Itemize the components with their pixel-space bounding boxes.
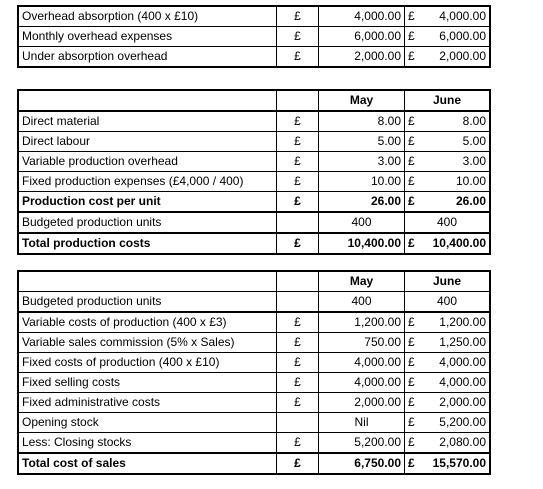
may-value: 3.00 (319, 152, 405, 172)
june-cell (405, 152, 490, 172)
currency-symbol: £ (277, 373, 319, 393)
may-value: 4,000.00 (319, 353, 405, 373)
currency-symbol (277, 413, 319, 433)
currency-symbol: £ (408, 355, 415, 369)
currency-symbol: £ (277, 132, 319, 152)
row-label: Under absorption overhead (19, 47, 277, 67)
row-label: Fixed selling costs (19, 373, 277, 393)
june-value: 6,000.00 (439, 29, 486, 43)
currency-symbol: £ (408, 114, 415, 128)
table-row (19, 192, 490, 213)
row-label: Budgeted production units (19, 212, 277, 233)
currency-symbol: £ (277, 7, 319, 27)
currency-symbol: £ (408, 194, 415, 208)
currency-symbol: £ (277, 453, 319, 474)
row-label: Fixed administrative costs (19, 393, 277, 413)
blank-cell (277, 272, 319, 292)
june-value: 4,000.00 (439, 9, 486, 23)
june-value: 400 (405, 292, 490, 313)
table-row (19, 7, 490, 27)
table-row (19, 393, 490, 413)
june-cell (405, 27, 490, 47)
june-cell (405, 453, 490, 474)
table-row (19, 27, 490, 47)
june-cell (405, 433, 490, 454)
row-label: Opening stock (19, 413, 277, 433)
june-value: 1,250.00 (439, 335, 486, 349)
table-row (19, 292, 490, 313)
table-row (19, 132, 490, 152)
june-header: June (405, 91, 490, 112)
row-label: Direct material (19, 111, 277, 132)
table-row (19, 413, 490, 433)
june-value: 1,200.00 (439, 315, 486, 329)
header-row (19, 91, 490, 112)
header-row (19, 272, 490, 292)
currency-symbol: £ (408, 134, 415, 148)
may-value: 4,000.00 (319, 7, 405, 27)
june-cell (405, 47, 490, 67)
table-row (19, 453, 490, 474)
blank-cell (19, 272, 277, 292)
june-value: 10,400.00 (432, 236, 486, 250)
may-value: 26.00 (319, 192, 405, 213)
june-cell (405, 172, 490, 192)
currency-symbol: £ (277, 172, 319, 192)
row-label: Variable sales commission (5% x Sales) (19, 333, 277, 353)
row-label: Production cost per unit (19, 192, 277, 213)
june-value: 8.00 (462, 114, 486, 128)
may-header: May (319, 91, 405, 112)
currency-symbol: £ (408, 315, 415, 329)
june-value: 10.00 (455, 174, 486, 188)
june-value: 2,000.00 (439, 395, 486, 409)
currency-symbol: £ (408, 236, 415, 250)
may-value: 6,000.00 (319, 27, 405, 47)
june-value: 26.00 (455, 194, 486, 208)
table-row (19, 111, 490, 132)
table-row (19, 312, 490, 333)
june-cell (405, 353, 490, 373)
may-value: 6,750.00 (319, 453, 405, 474)
currency-symbol: £ (408, 174, 415, 188)
row-label: Fixed costs of production (400 x £10) (19, 353, 277, 373)
currency-symbol: £ (408, 456, 415, 470)
june-value: 4,000.00 (439, 375, 486, 389)
june-value: 400 (405, 212, 490, 233)
blank-cell (19, 91, 277, 112)
table-row (19, 233, 490, 254)
currency-symbol: £ (408, 49, 415, 63)
table-row (19, 172, 490, 192)
currency-symbol: £ (408, 154, 415, 168)
table-row (19, 152, 490, 172)
june-cell (405, 333, 490, 353)
june-cell (405, 132, 490, 152)
june-cell (405, 413, 490, 433)
may-value: 750.00 (319, 333, 405, 353)
june-value: 5.00 (462, 134, 486, 148)
june-cell (405, 233, 490, 254)
june-value: 4,000.00 (439, 355, 486, 369)
may-value: 4,000.00 (319, 373, 405, 393)
currency-symbol: £ (277, 393, 319, 413)
row-label: Total production costs (19, 233, 277, 254)
june-value: 3.00 (462, 154, 486, 168)
row-label: Budgeted production units (19, 292, 277, 313)
currency-symbol: £ (277, 111, 319, 132)
june-value: 2,000.00 (439, 49, 486, 63)
may-value: 5.00 (319, 132, 405, 152)
table-row (19, 333, 490, 353)
currency-symbol: £ (277, 353, 319, 373)
june-cell (405, 192, 490, 213)
table-row (19, 353, 490, 373)
currency-symbol (277, 292, 319, 313)
row-label: Less: Closing stocks (19, 433, 277, 454)
currency-symbol: £ (277, 312, 319, 333)
may-header: May (319, 272, 405, 292)
june-cell (405, 393, 490, 413)
table-row (19, 212, 490, 233)
may-value: 400 (319, 212, 405, 233)
currency-symbol: £ (277, 152, 319, 172)
may-value: Nil (319, 413, 405, 433)
currency-symbol: £ (408, 375, 415, 389)
currency-symbol: £ (408, 415, 415, 429)
row-label: Total cost of sales (19, 453, 277, 474)
may-value: 5,200.00 (319, 433, 405, 454)
june-value: 5,200.00 (439, 415, 486, 429)
may-value: 2,000.00 (319, 393, 405, 413)
june-cell (405, 111, 490, 132)
june-header: June (405, 272, 490, 292)
may-value: 8.00 (319, 111, 405, 132)
may-value: 10.00 (319, 172, 405, 192)
june-value: 2,080.00 (439, 435, 486, 449)
may-value: 2,000.00 (319, 47, 405, 67)
table-row (19, 373, 490, 393)
row-label: Monthly overhead expenses (19, 27, 277, 47)
row-label: Fixed production expenses (£4,000 / 400) (19, 172, 277, 192)
cost-of-sales-table (18, 271, 490, 474)
currency-symbol: £ (277, 192, 319, 213)
currency-symbol: £ (277, 433, 319, 454)
may-value: 10,400.00 (319, 233, 405, 254)
production-cost-table (18, 90, 490, 254)
may-value: 1,200.00 (319, 312, 405, 333)
row-label: Overhead absorption (400 x £10) (19, 7, 277, 27)
june-cell (405, 312, 490, 333)
row-label: Direct labour (19, 132, 277, 152)
currency-symbol (277, 212, 319, 233)
june-cell (405, 7, 490, 27)
row-label: Variable production overhead (19, 152, 277, 172)
currency-symbol: £ (408, 335, 415, 349)
currency-symbol: £ (277, 47, 319, 67)
table-row (19, 47, 490, 67)
june-cell (405, 373, 490, 393)
table-row (19, 433, 490, 454)
currency-symbol: £ (408, 435, 415, 449)
currency-symbol: £ (277, 333, 319, 353)
overhead-absorption-table (18, 6, 490, 67)
currency-symbol: £ (277, 233, 319, 254)
june-value: 15,570.00 (432, 456, 486, 470)
currency-symbol: £ (277, 27, 319, 47)
blank-cell (277, 91, 319, 112)
row-label: Variable costs of production (400 x £3) (19, 312, 277, 333)
currency-symbol: £ (408, 29, 415, 43)
currency-symbol: £ (408, 9, 415, 23)
currency-symbol: £ (408, 395, 415, 409)
may-value: 400 (319, 292, 405, 313)
